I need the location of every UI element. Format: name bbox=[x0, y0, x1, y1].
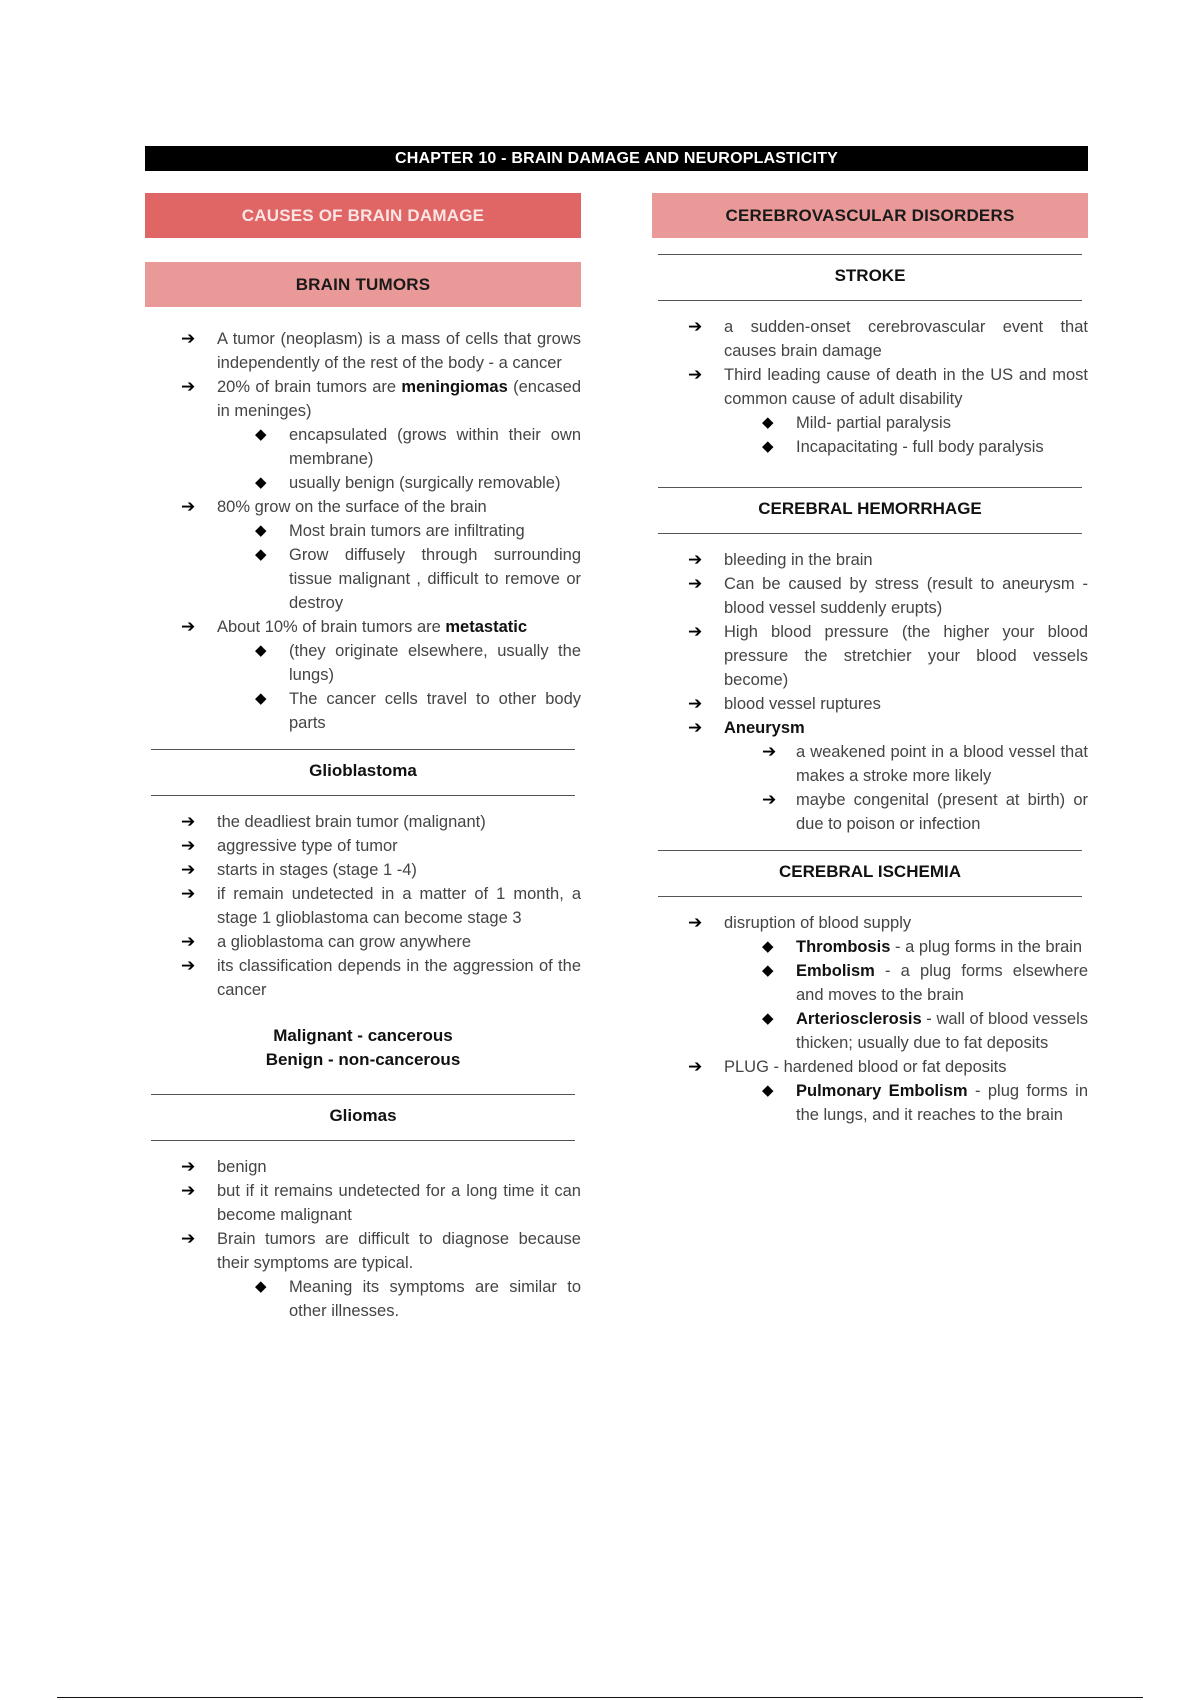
arrow-icon: ➔ bbox=[688, 550, 703, 569]
arrow-icon: ➔ bbox=[181, 329, 196, 348]
diamond-icon: ◆ bbox=[762, 938, 774, 955]
ischemia-heading: CEREBRAL ISCHEMIA bbox=[658, 850, 1082, 897]
diamond-icon: ◆ bbox=[762, 962, 774, 979]
diamond-icon: ◆ bbox=[762, 1082, 774, 1099]
list-item: ➔ its classification depends in the aggression of the cancer bbox=[181, 956, 581, 999]
list-item: ➔ 80% grow on the surface of the brain ◆ Most brain tumors are infiltrating ◆ Grow diffusely through surrounding tissue malignant , difficult to remove or destroy bbox=[145, 495, 581, 615]
list-item: ➔ 20% of brain tumors are meningiomas (encased in meninges) ◆ encapsulated (grows within their own membrane) ◆ usually benign (surgically removable) bbox=[145, 375, 581, 495]
stroke-heading: STROKE bbox=[658, 254, 1082, 301]
hemorrhage-list bbox=[652, 548, 1088, 836]
arrow-icon: ➔ bbox=[181, 956, 196, 975]
list-item: ➔ bleeding in the brain bbox=[652, 548, 1088, 572]
right-column bbox=[652, 193, 1088, 1141]
list-item: ➔ Can be caused by stress (result to aneurysm - blood vessel suddenly erupts) bbox=[688, 574, 1088, 617]
sub-list-item: ◆ The cancer cells travel to other body parts bbox=[145, 687, 581, 735]
sub-list-item: ◆ Incapacitating - full body paralysis bbox=[652, 435, 1088, 459]
list-item: ➔ a glioblastoma can grow anywhere bbox=[145, 930, 581, 954]
list-item: ➔ benign bbox=[145, 1155, 581, 1179]
arrow-icon: ➔ bbox=[181, 1229, 196, 1248]
arrow-icon: ➔ bbox=[181, 1181, 196, 1200]
sub-list-item: ◆ Most brain tumors are infiltrating bbox=[145, 519, 581, 543]
sub-list-item: ◆ Thrombosis - a plug forms in the brain bbox=[652, 935, 1088, 959]
list-item: ➔ disruption of blood supply ◆ Thrombosis - a plug forms in the brain ◆ Embolism - a plug forms elsewhere and moves to the brain ◆ Arteriosclerosis - wall of blood vessels thicken; usually due to fat deposits bbox=[652, 911, 1088, 1055]
arrow-icon: ➔ bbox=[688, 913, 703, 932]
arrow-icon: ➔ bbox=[181, 884, 196, 903]
arrow-icon: ➔ bbox=[181, 377, 196, 396]
arrow-icon: ➔ bbox=[181, 836, 196, 855]
sub-list-item: ◆ (they originate elsewhere, usually the lungs) bbox=[145, 639, 581, 687]
arrow-icon: ➔ bbox=[688, 622, 703, 641]
arrow-icon: ➔ bbox=[762, 742, 777, 761]
arrow-icon: ➔ bbox=[181, 860, 196, 879]
sub-list-item: ➔ a weakened point in a blood vessel that makes a stroke more likely bbox=[762, 742, 1088, 785]
glioblastoma-heading: Glioblastoma bbox=[151, 749, 575, 796]
arrow-icon: ➔ bbox=[688, 365, 703, 384]
hemorrhage-heading: CEREBRAL HEMORRHAGE bbox=[658, 487, 1082, 534]
diamond-icon: ◆ bbox=[762, 1010, 774, 1027]
stroke-list bbox=[652, 315, 1088, 459]
sub-list-item: ◆ Arteriosclerosis - wall of blood vessels thicken; usually due to fat deposits bbox=[652, 1007, 1088, 1055]
arrow-icon: ➔ bbox=[181, 617, 196, 636]
arrow-icon: ➔ bbox=[181, 812, 196, 831]
diamond-icon: ◆ bbox=[255, 426, 267, 443]
arrow-icon: ➔ bbox=[688, 694, 703, 713]
benign-definition: Benign - non-cancerous bbox=[265, 1050, 461, 1069]
list-item: ➔ Brain tumors are difficult to diagnose because their symptoms are typical. ◆ Meaning its symptoms are similar to other illnesses. bbox=[145, 1227, 581, 1323]
sub-list-item: ◆ Grow diffusely through surrounding tissue malignant , difficult to remove or destroy bbox=[145, 543, 581, 615]
list-item: ➔ A tumor (neoplasm) is a mass of cells that grows independently of the rest of the body - a cancer bbox=[181, 329, 581, 372]
cerebrovascular-banner: CEREBROVASCULAR DISORDERS bbox=[652, 193, 1088, 238]
diamond-icon: ◆ bbox=[255, 522, 267, 539]
arrow-icon: ➔ bbox=[762, 790, 777, 809]
glioblastoma-list bbox=[145, 810, 581, 1002]
diamond-icon: ◆ bbox=[255, 546, 267, 563]
arrow-icon: ➔ bbox=[688, 574, 703, 593]
list-item: ➔ PLUG - hardened blood or fat deposits ◆ Pulmonary Embolism - plug forms in the lungs, and it reaches to the brain bbox=[652, 1055, 1088, 1127]
arrow-icon: ➔ bbox=[181, 497, 196, 516]
list-item: ➔ starts in stages (stage 1 -4) bbox=[145, 858, 581, 882]
list-item: ➔ aggressive type of tumor bbox=[145, 834, 581, 858]
diamond-icon: ◆ bbox=[255, 642, 267, 659]
ischemia-list bbox=[652, 911, 1088, 1127]
diamond-icon: ◆ bbox=[255, 474, 267, 491]
list-item: ➔ but if it remains undetected for a long time it can become malignant bbox=[181, 1181, 581, 1224]
sub-list-item: ◆ Mild- partial paralysis bbox=[652, 411, 1088, 435]
sub-list-item: ➔ maybe congenital (present at birth) or due to poison or infection bbox=[762, 790, 1088, 833]
arrow-icon: ➔ bbox=[181, 932, 196, 951]
brain-tumors-list bbox=[145, 327, 581, 735]
sub-list-item: ◆ Meaning its symptoms are similar to other illnesses. bbox=[145, 1275, 581, 1323]
list-item: ➔ Aneurysm ➔ a weakened point in a blood vessel that makes a stroke more likely ➔ maybe congenital (present at birth) or due to poison or infection bbox=[652, 716, 1088, 836]
list-item: ➔ Third leading cause of death in the US and most common cause of adult disability ◆ Mild- partial paralysis ◆ Incapacitating - full body paralysis bbox=[652, 363, 1088, 459]
diamond-icon: ◆ bbox=[255, 690, 267, 707]
footer-divider bbox=[57, 1697, 1143, 1698]
list-item: ➔ a sudden-onset cerebrovascular event that causes brain damage bbox=[688, 317, 1088, 360]
sub-list-item: ◆ usually benign (surgically removable) bbox=[145, 471, 581, 495]
left-column bbox=[145, 193, 581, 1337]
diamond-icon: ◆ bbox=[762, 438, 774, 455]
gliomas-list bbox=[145, 1155, 581, 1323]
definitions-note bbox=[145, 1024, 581, 1072]
arrow-icon: ➔ bbox=[688, 1057, 703, 1076]
list-item: ➔ blood vessel ruptures bbox=[652, 692, 1088, 716]
malignant-definition: Malignant - cancerous bbox=[273, 1026, 453, 1045]
causes-banner: CAUSES OF BRAIN DAMAGE bbox=[145, 193, 581, 238]
sub-list-item: ◆ Embolism - a plug forms elsewhere and moves to the brain bbox=[652, 959, 1088, 1007]
brain-tumors-banner: BRAIN TUMORS bbox=[145, 262, 581, 307]
arrow-icon: ➔ bbox=[688, 718, 703, 737]
list-item: ➔ if remain undetected in a matter of 1 month, a stage 1 glioblastoma can become stage 3 bbox=[181, 884, 581, 927]
arrow-icon: ➔ bbox=[688, 317, 703, 336]
list-item: ➔ the deadliest brain tumor (malignant) bbox=[145, 810, 581, 834]
list-item: ➔ High blood pressure (the higher your blood pressure the stretchier your blood vessels become) bbox=[688, 622, 1088, 689]
diamond-icon: ◆ bbox=[255, 1278, 267, 1295]
sub-list-item: ◆ encapsulated (grows within their own membrane) bbox=[145, 423, 581, 471]
sub-list-item: ◆ Pulmonary Embolism - plug forms in the lungs, and it reaches to the brain bbox=[652, 1079, 1088, 1127]
arrow-icon: ➔ bbox=[181, 1157, 196, 1176]
list-item: ➔ About 10% of brain tumors are metastatic ◆ (they originate elsewhere, usually the lungs) ◆ The cancer cells travel to other body parts bbox=[145, 615, 581, 735]
diamond-icon: ◆ bbox=[762, 414, 774, 431]
chapter-title: CHAPTER 10 - BRAIN DAMAGE AND NEUROPLASTICITY bbox=[145, 146, 1088, 171]
gliomas-heading: Gliomas bbox=[151, 1094, 575, 1141]
